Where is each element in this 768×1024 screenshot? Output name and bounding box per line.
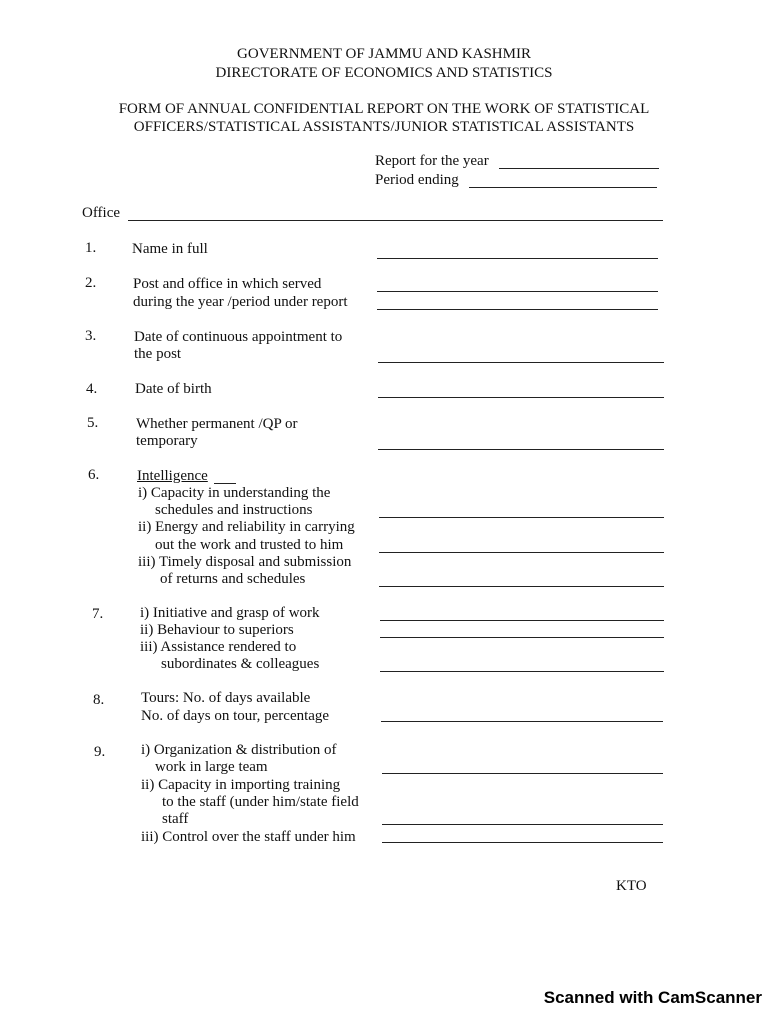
item-6-b-line2: out the work and trusted to him	[155, 537, 344, 553]
item-9-b-line[interactable]	[382, 824, 663, 825]
report-year-label: Report for the year	[375, 153, 489, 169]
item-9-a-line1: i) Organization & distribution of	[141, 742, 337, 758]
header-directorate: DIRECTORATE OF ECONOMICS AND STATISTICS	[215, 65, 553, 81]
item-4-number: 4.	[86, 381, 98, 397]
item-8-label-line1: Tours: No. of days available	[141, 690, 311, 706]
item-7-b-line1: ii) Behaviour to superiors	[140, 622, 294, 638]
item-6-b-line1: ii) Energy and reliability in carrying	[138, 519, 355, 535]
item-8-line[interactable]	[381, 721, 663, 722]
item-4-line[interactable]	[378, 397, 664, 398]
item-6-c-line1: iii) Timely disposal and submission	[138, 554, 352, 570]
item-6-heading: Intelligence	[137, 468, 208, 484]
item-9-c-line[interactable]	[382, 842, 663, 843]
item-6-number: 6.	[88, 467, 100, 483]
item-9-a-line[interactable]	[382, 773, 663, 774]
item-6-c-line[interactable]	[379, 586, 664, 587]
item-9-number: 9.	[94, 744, 106, 760]
item-1-number: 1.	[85, 240, 97, 256]
item-7-c-line1: iii) Assistance rendered to	[140, 639, 297, 655]
item-7-a-line1: i) Initiative and grasp of work	[140, 605, 320, 621]
period-ending-label: Period ending	[375, 172, 459, 188]
item-7-a-line[interactable]	[380, 620, 664, 621]
item-9-a-line2: work in large team	[155, 759, 268, 775]
item-3-line[interactable]	[378, 362, 664, 363]
office-line[interactable]	[128, 220, 663, 221]
item-4-label: Date of birth	[135, 381, 212, 397]
form-title-line1: FORM OF ANNUAL CONFIDENTIAL REPORT ON THE WORK OF STATISTICAL	[118, 101, 650, 117]
kto-label: KTO	[616, 878, 647, 894]
item-6-heading-underline-tail	[214, 483, 236, 484]
item-9-b-line3: staff	[162, 811, 189, 827]
item-3-label-line2: the post	[134, 346, 182, 362]
item-6-b-line[interactable]	[379, 552, 664, 553]
form-title-line2: OFFICERS/STATISTICAL ASSISTANTS/JUNIOR STATISTICAL ASSISTANTS	[133, 119, 635, 135]
item-5-label-line2: temporary	[136, 433, 198, 449]
item-6-c-line2: of returns and schedules	[160, 571, 306, 587]
item-7-c-line2: subordinates & colleagues	[161, 656, 320, 672]
office-label: Office	[82, 205, 121, 221]
period-ending-line[interactable]	[469, 187, 657, 188]
item-3-label-line1: Date of continuous appointment to	[134, 329, 343, 345]
item-1-label: Name in full	[132, 241, 208, 257]
header-government: GOVERNMENT OF JAMMU AND KASHMIR	[237, 46, 531, 62]
item-2-number: 2.	[85, 275, 97, 291]
item-9-b-line2: to the staff (under him/state field	[162, 794, 359, 810]
item-5-line[interactable]	[378, 449, 664, 450]
item-3-number: 3.	[85, 328, 97, 344]
item-6-a-line[interactable]	[379, 517, 664, 518]
item-8-label-line2: No. of days on tour, percentage	[141, 708, 330, 724]
item-9-b-line1: ii) Capacity in importing training	[141, 777, 341, 793]
camscanner-watermark: Scanned with CamScanner	[543, 988, 762, 1007]
item-2-label-line1: Post and office in which served	[133, 276, 322, 292]
item-7-c-line[interactable]	[380, 671, 664, 672]
item-7-b-line[interactable]	[380, 637, 664, 638]
item-2-line-b[interactable]	[377, 309, 658, 310]
report-year-line[interactable]	[499, 168, 659, 169]
item-6-a-line2: schedules and instructions	[155, 502, 313, 518]
item-8-number: 8.	[93, 692, 105, 708]
item-1-line[interactable]	[377, 258, 658, 259]
item-7-number: 7.	[92, 606, 104, 622]
item-2-label-line2: during the year /period under report	[133, 294, 348, 310]
item-5-label-line1: Whether permanent /QP or	[136, 416, 298, 432]
item-9-c-line1: iii) Control over the staff under him	[141, 829, 356, 845]
item-2-line-a[interactable]	[377, 291, 658, 292]
item-6-a-line1: i) Capacity in understanding the	[138, 485, 331, 501]
item-5-number: 5.	[87, 415, 99, 431]
